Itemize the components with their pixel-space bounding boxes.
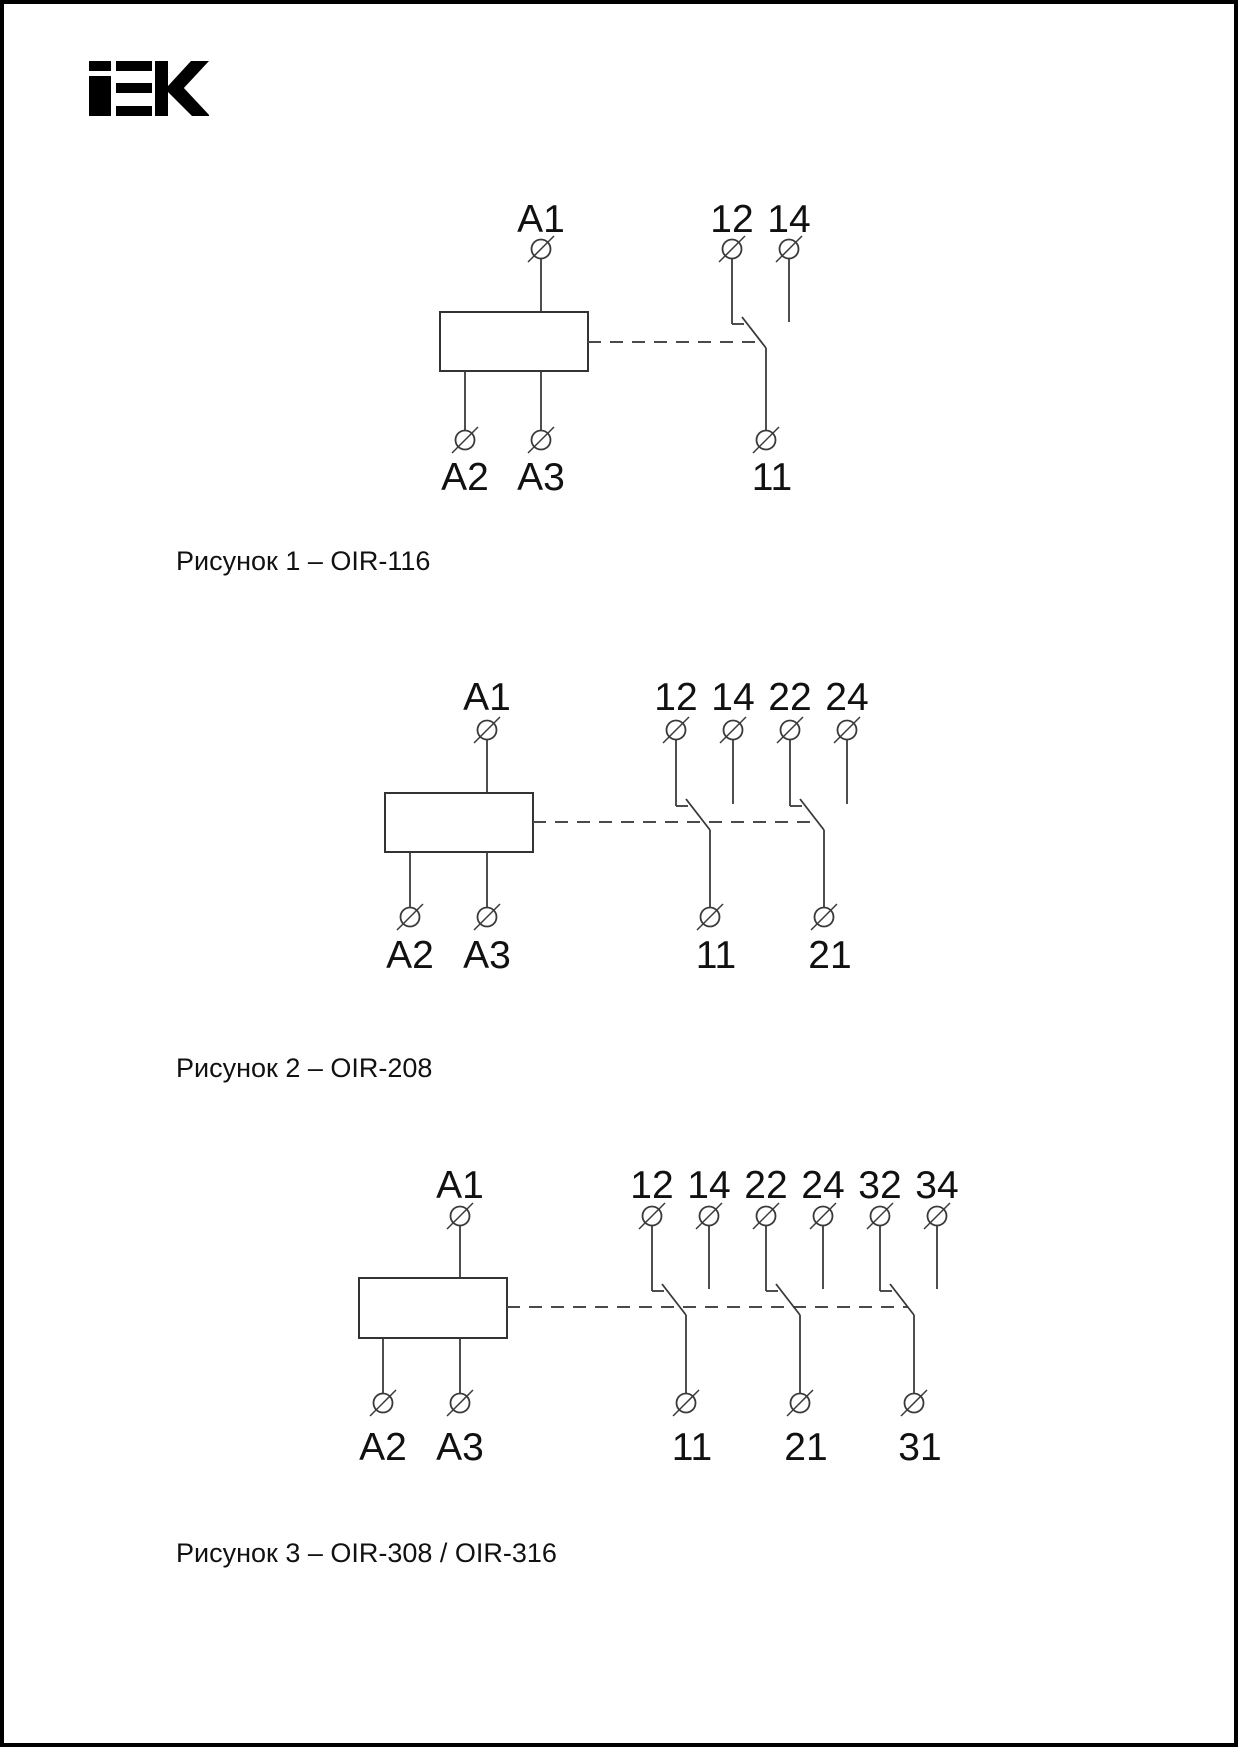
figure-caption-3: Рисунок 3 – OIR-308 / OIR-316	[176, 1538, 557, 1568]
label-a1: A1	[463, 676, 511, 719]
label-no-14: 14	[687, 1164, 731, 1207]
label-common-11: 11	[671, 1426, 713, 1469]
logo-i-stem	[89, 76, 111, 116]
terminal-11	[697, 904, 723, 930]
label-nc-22: 22	[744, 1164, 788, 1207]
label-no-24: 24	[825, 676, 869, 719]
label-common-11: 11	[751, 456, 793, 499]
terminal-22	[777, 717, 803, 743]
logo-e-bar	[116, 61, 152, 71]
relay-coil-box	[359, 1278, 507, 1338]
logo-e-bar	[116, 83, 152, 93]
logo-k-stem	[155, 61, 168, 116]
label-a3: A3	[436, 1426, 484, 1469]
terminal-11	[753, 427, 779, 453]
label-a3: A3	[517, 456, 565, 499]
terminal-21	[787, 1390, 813, 1416]
terminal-a3	[474, 904, 500, 930]
terminal-11	[673, 1390, 699, 1416]
logo-i-dot	[89, 61, 111, 71]
contact-blade	[686, 799, 710, 830]
logo-e-bar	[116, 106, 152, 116]
label-common-21: 21	[808, 934, 852, 977]
contact-blade	[662, 1284, 686, 1315]
terminal-a2	[370, 1390, 396, 1416]
contact-blade	[776, 1284, 800, 1315]
terminal-a2	[452, 427, 478, 453]
wiring-diagram-oir-208	[4, 664, 1238, 994]
terminal-21	[811, 904, 837, 930]
contact-blade	[742, 317, 766, 348]
label-a2: A2	[359, 1426, 407, 1469]
terminal-12	[663, 717, 689, 743]
wiring-diagram-oir-116	[4, 184, 1238, 504]
logo-k-upper-arm	[168, 61, 209, 90]
wiring-diagram-oir-308-316	[4, 1154, 1238, 1484]
label-common-31: 31	[898, 1426, 942, 1469]
figure-caption-1: Рисунок 1 – OIR-116	[176, 546, 431, 576]
relay-coil-box	[440, 312, 588, 371]
terminal-a1	[474, 717, 500, 743]
label-no-14: 14	[767, 198, 811, 241]
contact-blade	[800, 799, 824, 830]
label-common-21: 21	[784, 1426, 828, 1469]
terminal-31	[901, 1390, 927, 1416]
label-nc-12: 12	[654, 676, 698, 719]
contact-blade	[890, 1284, 914, 1315]
terminal-a3	[528, 427, 554, 453]
label-no-24: 24	[801, 1164, 845, 1207]
label-a1: A1	[517, 198, 565, 241]
label-no-14: 14	[711, 676, 755, 719]
terminal-14	[720, 717, 746, 743]
logo-k-lower-arm	[168, 86, 209, 116]
label-a2: A2	[441, 456, 489, 499]
label-a3: A3	[463, 934, 511, 977]
label-nc-22: 22	[768, 676, 812, 719]
label-a2: A2	[386, 934, 434, 977]
terminal-a2	[397, 904, 423, 930]
label-common-11: 11	[695, 934, 737, 977]
label-no-34: 34	[915, 1164, 959, 1207]
label-nc-12: 12	[630, 1164, 674, 1207]
relay-coil-box	[385, 793, 533, 852]
iek-logo	[89, 61, 209, 116]
terminal-24	[834, 717, 860, 743]
label-nc-12: 12	[710, 198, 754, 241]
label-nc-32: 32	[858, 1164, 902, 1207]
label-a1: A1	[436, 1164, 484, 1207]
figure-caption-2: Рисунок 2 – OIR-208	[176, 1053, 433, 1083]
terminal-a3	[447, 1390, 473, 1416]
